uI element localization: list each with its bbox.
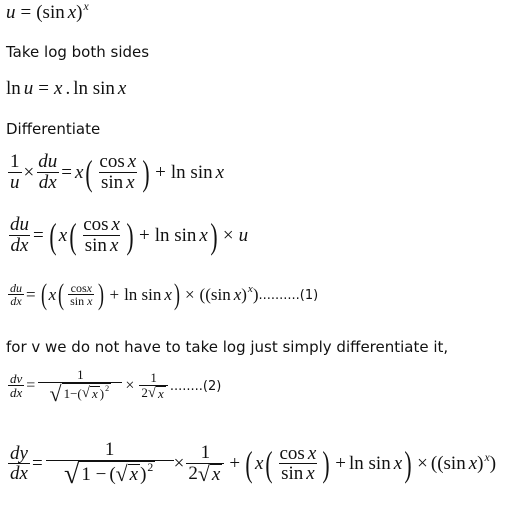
equation-tag-2: ........(2) bbox=[169, 378, 222, 394]
fraction-cos-over-sin: $\frac{\text{cos x}}{\text{sin x}}$ bbox=[279, 442, 317, 485]
ln-sin-function: ln sin bbox=[73, 78, 115, 99]
times-sign: × bbox=[184, 285, 195, 304]
ln-function: ln bbox=[6, 78, 21, 99]
equals-sign: = bbox=[26, 377, 36, 395]
fraction-cos-over-sin: $\frac{\cos x}{\text{sin x}}$ bbox=[70, 280, 93, 309]
equation-dv-dx bbox=[6, 368, 221, 405]
fraction-one-over-two-sqrt-x: 1 2 √ x bbox=[186, 443, 224, 486]
equals-sign: = bbox=[38, 78, 49, 99]
sin-function: sin bbox=[443, 453, 466, 475]
equation-differentiated: $\frac{1}{u}$ × $\frac{du}{dx}$ = x ( $\frac{\text{cos x}}{\text{sin x}}$ ) + ln sin x bbox=[10, 151, 225, 193]
exponent-x: x bbox=[247, 282, 253, 295]
equals-sign: = bbox=[20, 2, 32, 23]
fraction-cos-over-sin: $\frac{\text{cos x}}{\text{sin x}}$ bbox=[83, 214, 120, 256]
exponent-x: x bbox=[484, 451, 490, 464]
fraction-du-dx: $\frac{du}{dx}$ bbox=[38, 151, 58, 193]
equals-sign: = bbox=[33, 224, 44, 246]
equation-du-dx: $\frac{du}{dx}$ = ( x ( $\frac{\text{cos x}}{\text{sin x}}$ ) + ln sin x ) × u bbox=[10, 214, 249, 256]
variable-x: x bbox=[67, 2, 77, 23]
equation-du-dx-substituted: $\frac{du}{dx}$ = ( x ( $\frac{\cos x}{\text{sin x}}$ ) + ln sin x ) × (( sin x ) x ) ..........(1) bbox=[10, 278, 319, 311]
variable-x: x bbox=[117, 78, 127, 99]
text-for-v: for v we do not have to take log just simply differentiate it, bbox=[6, 338, 449, 356]
times-sign: × bbox=[417, 453, 428, 475]
ln-sin-function: ln sin bbox=[349, 453, 391, 475]
equals-sign: = bbox=[31, 453, 43, 475]
fraction-dv-dx: $\frac{dv}{dx}$ bbox=[10, 370, 23, 401]
plus-sign: + bbox=[335, 453, 346, 475]
variable-x: x bbox=[255, 453, 264, 475]
fraction-one-over-u: $\frac{1}{u}$ bbox=[10, 151, 20, 193]
fraction-du-dx: $\frac{du}{dx}$ bbox=[10, 214, 29, 256]
variable-x: x bbox=[199, 224, 208, 246]
times-sign: × bbox=[23, 161, 35, 183]
variable-x: x bbox=[468, 453, 478, 475]
fraction-du-dx: $\frac{du}{dx}$ bbox=[10, 280, 22, 309]
variable-x: x bbox=[48, 285, 57, 304]
square-root: √ 1 − ( √ x ) 2 bbox=[63, 458, 154, 490]
ln-sin-function: ln sin bbox=[170, 161, 213, 183]
equation-dy-dx: $\frac{dy}{dx}$ = 1 √ 1 − ( √ x ) 2 × 1 2 √ x + ( x ( $\frac{\text{cos x}}{\text{sin x}}$ ) + ln sin x ) × (( sin x ) x ) bbox=[10, 439, 497, 490]
open-paren: ( bbox=[36, 2, 43, 23]
equation-u-definition bbox=[6, 2, 89, 24]
ln-sin-function: ln sin bbox=[154, 224, 197, 246]
times-sign: × bbox=[173, 453, 185, 475]
ln-sin-function: ln sin bbox=[124, 285, 162, 304]
dot-operator: . bbox=[65, 78, 71, 99]
symbol-u: u bbox=[23, 78, 34, 99]
times-sign: × bbox=[222, 224, 234, 246]
variable-x: x bbox=[233, 285, 242, 304]
text-take-log: Take log both sides bbox=[6, 43, 150, 61]
equals-sign: = bbox=[26, 285, 36, 304]
fraction-one-over-two-sqrt-x: 1 2 √ x bbox=[139, 371, 167, 401]
variable-x: x bbox=[58, 224, 68, 246]
equation-tag-1: ..........(1) bbox=[258, 287, 319, 303]
variable-x: x bbox=[74, 161, 84, 183]
variable-x: x bbox=[215, 161, 225, 183]
equals-sign: = bbox=[61, 161, 72, 183]
variable-x: x bbox=[164, 285, 172, 304]
plus-sign: + bbox=[138, 224, 150, 246]
square-root: √ 1− ( √ x ) 2 bbox=[49, 380, 110, 406]
text-differentiate: Differentiate bbox=[6, 120, 101, 138]
fraction-one-over-sqrt: 1 √ 1 − ( √ x ) 2 bbox=[48, 440, 172, 489]
symbol-u: u bbox=[238, 224, 249, 246]
exponent-x: x bbox=[83, 0, 89, 13]
plus-sign: + bbox=[109, 285, 120, 304]
fraction-dy-dx: $\frac{dy}{dx}$ bbox=[10, 442, 28, 485]
sin-function: sin bbox=[42, 2, 65, 23]
fraction-cos-over-sin: $\frac{\text{cos x}}{\text{sin x}}$ bbox=[99, 151, 137, 193]
variable-x: x bbox=[393, 453, 403, 475]
plus-sign: + bbox=[229, 453, 241, 475]
sin-function: sin bbox=[210, 285, 231, 304]
close-paren: ) bbox=[76, 2, 83, 23]
symbol-u: u bbox=[6, 2, 16, 23]
variable-x: x bbox=[54, 78, 63, 99]
equation-ln bbox=[6, 78, 126, 100]
plus-sign: + bbox=[155, 161, 166, 183]
fraction-one-over-sqrt: 1 √ 1− ( √ x ) 2 bbox=[40, 368, 120, 405]
times-sign: × bbox=[125, 377, 135, 395]
